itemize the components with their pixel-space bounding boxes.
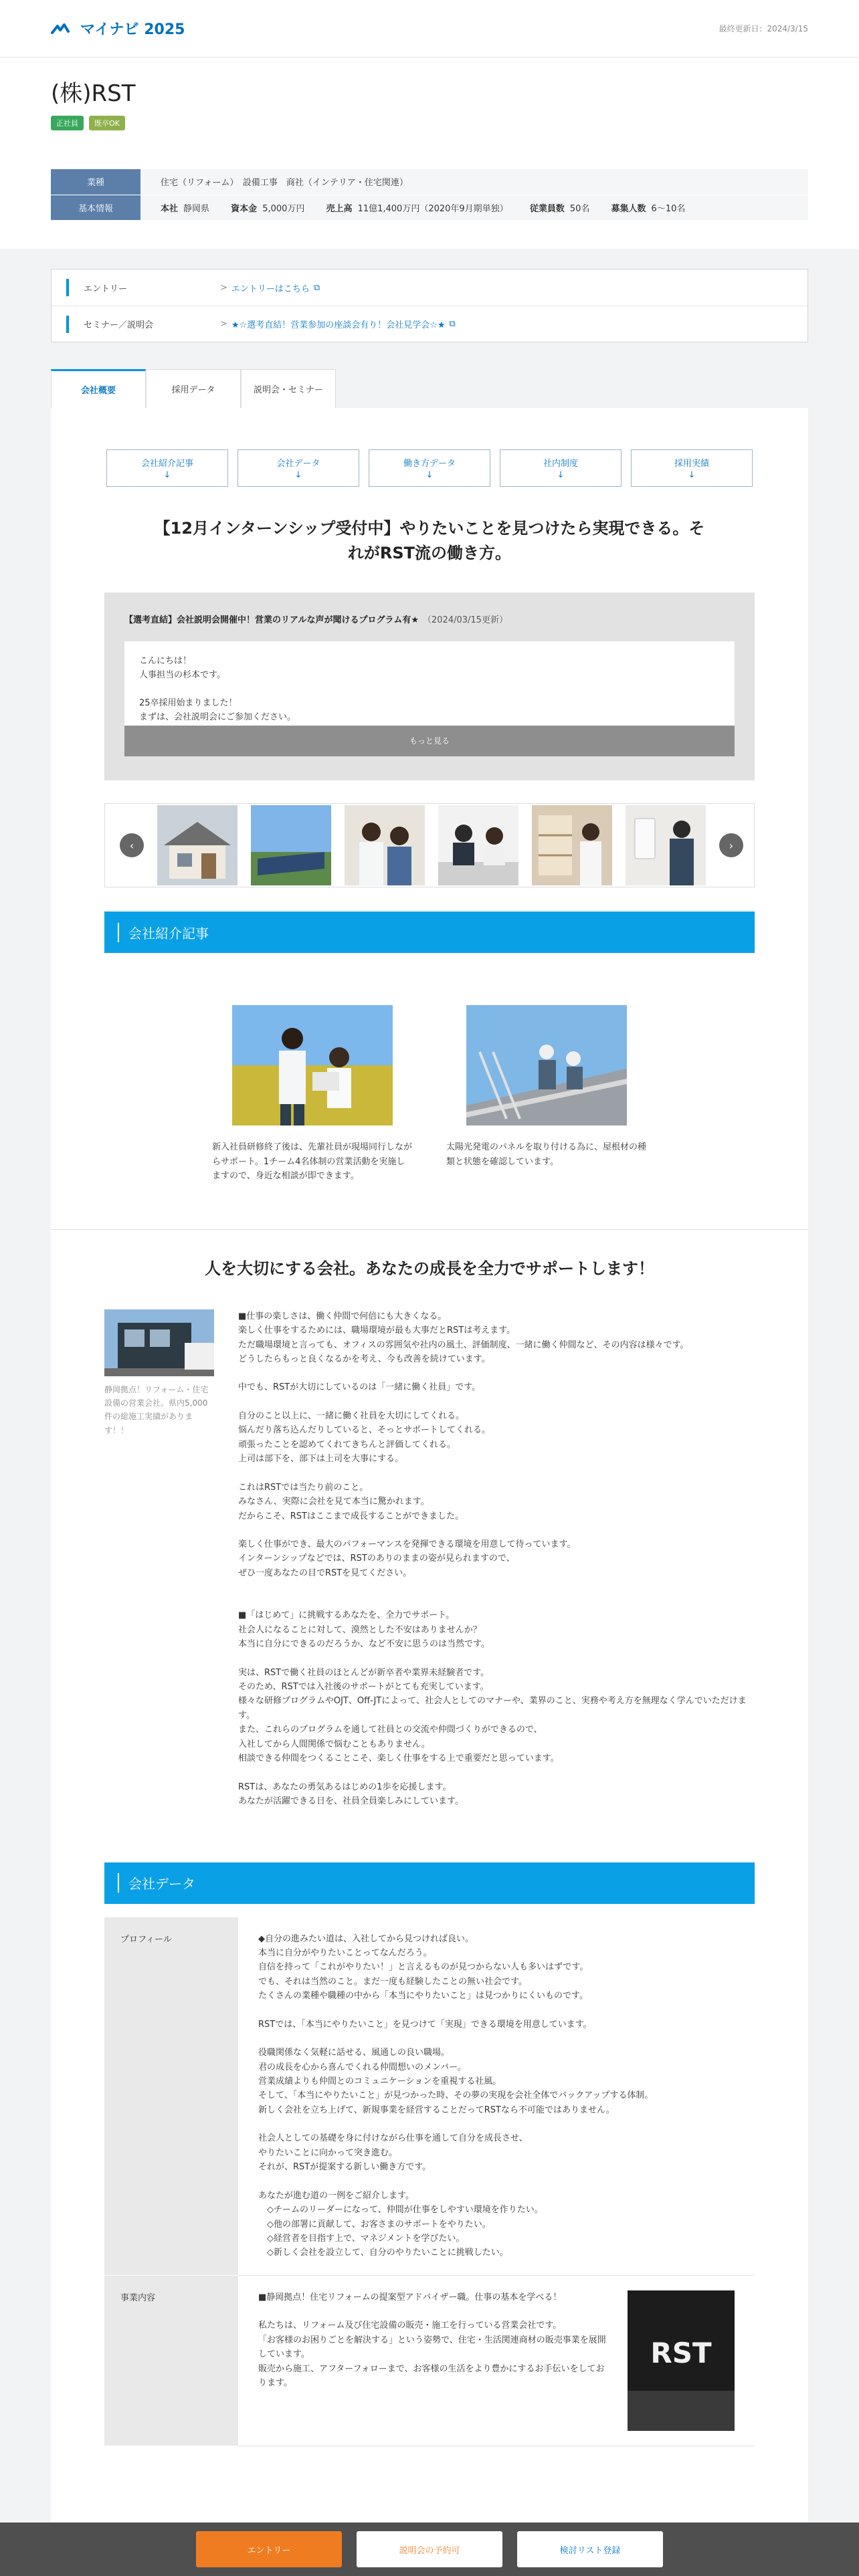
add-to-list-button[interactable]: 検討リスト登録 bbox=[517, 2531, 663, 2567]
intro-block bbox=[104, 1309, 755, 1809]
main-panel bbox=[51, 408, 808, 2576]
text-line: 新しく会社を立ち上げて、新規事業を経営することだってRSTなら不可能ではありません。 bbox=[258, 2105, 615, 2115]
text-line: RSTは、あなたの勇気あるはじめの1歩を応援します。 bbox=[238, 1782, 452, 1792]
company-tags bbox=[51, 116, 808, 130]
anchor-label: 採用実績 bbox=[674, 459, 709, 469]
text-line: それが、RSTが提案する新しい働き方です。 bbox=[258, 2162, 432, 2173]
text-line: そのため、RSTでは入社後のサポートがとても充実しています。 bbox=[238, 1682, 489, 1692]
gallery-thumbs bbox=[157, 805, 706, 885]
text-line bbox=[238, 1366, 755, 1380]
entry-label: エントリー bbox=[66, 279, 220, 296]
text-line bbox=[258, 2175, 735, 2189]
text-line: 入社してから人間関係で悩むこともありません。 bbox=[238, 1739, 430, 1749]
text-line: たくさんの業種や職種の中から「本当にやりたいこと」は見つかりにくいものです。 bbox=[258, 1991, 588, 2002]
text-line: また、これらのプログラムを通して社員との交流や仲間づくりができるので、 bbox=[238, 1725, 543, 1735]
gallery-thumb[interactable] bbox=[626, 805, 706, 885]
intro-text bbox=[238, 1309, 755, 1809]
notice-line: 25卒採用始まりました！ bbox=[139, 698, 237, 709]
tab-seminar[interactable]: 説明会・セミナー bbox=[241, 369, 336, 408]
text-line bbox=[258, 2117, 735, 2131]
business-text bbox=[258, 2290, 613, 2431]
chevron-right-icon: > bbox=[220, 282, 227, 293]
text-line bbox=[238, 1523, 755, 1537]
company-head bbox=[0, 58, 859, 249]
text-line: これはRSTでは当たり前のこと。 bbox=[238, 1482, 369, 1493]
text-line: 上司は部下を、部下は上司を大事にする。 bbox=[238, 1454, 404, 1465]
arrow-down-icon: ↓ bbox=[557, 470, 565, 480]
employees-label: 従業員数 bbox=[529, 203, 565, 214]
industry-value: 住宅（リフォーム） 設備工事 商社（インテリア・住宅関連） bbox=[140, 169, 808, 195]
text-line: ◇経営者を目指す上で、マネジメントを学びたい。 bbox=[258, 2233, 465, 2244]
industry-label: 業種 bbox=[51, 169, 140, 195]
text-line: 本当に自分にできるのだろうか、など不安に思うのは当然です。 bbox=[238, 1639, 490, 1650]
hq-value: 静岡県 bbox=[183, 203, 210, 214]
text-line: 相談できる仲間をつくることこそ、楽しく仕事をする上で重要だと思っています。 bbox=[238, 1753, 559, 1764]
notice-line: 人事担当の杉本です。 bbox=[139, 670, 225, 681]
profile-text bbox=[238, 1917, 755, 2276]
company-data-table bbox=[104, 1917, 755, 2446]
site-logo[interactable] bbox=[51, 18, 185, 39]
tag-employment-type: 正社員 bbox=[51, 116, 84, 130]
capital-value: 5,000万円 bbox=[262, 203, 305, 214]
text-line: ◆自分の進みたい道は、入社してから見つければ良い。 bbox=[258, 1933, 474, 1944]
text-line: ■仕事の楽しさは、働く仲間で何倍にも大きくなる。 bbox=[238, 1311, 447, 1321]
last-updated: 最終更新日：2024/3/15 bbox=[719, 24, 808, 33]
employees-value: 50名 bbox=[569, 203, 590, 214]
office-caption: 静岡拠点！リフォーム・住宅設備の営業会社。県内5,000件の総施工実績があります！！ bbox=[104, 1384, 209, 1435]
text-line: ただ職場環境と言っても、オフィスの雰囲気や社内の風土、評価制度、一緒に働く仲間など、その内容は様々です。 bbox=[238, 1339, 689, 1350]
gallery-thumb[interactable] bbox=[251, 805, 331, 885]
text-line: 頑張ったことを認めてくれてきちんと評価してくれる。 bbox=[238, 1439, 456, 1450]
anchor-article[interactable] bbox=[106, 449, 228, 487]
section-header-article bbox=[104, 911, 755, 953]
text-line: 社会人としての基礎を身に付けながら仕事を通して自分を成長させ、 bbox=[258, 2133, 528, 2144]
anchor-workstyle[interactable] bbox=[369, 449, 490, 487]
text-line: 販売から施工、アフターフォローまで、お客様の生活をより豊かにするお手伝いをしております。 bbox=[258, 2363, 605, 2388]
divider bbox=[51, 1229, 808, 1230]
anchor-hiring-record[interactable] bbox=[631, 449, 753, 487]
text-line bbox=[238, 1395, 755, 1409]
intro-heading: 人を大切にする会社。あなたの成長を全力でサポートします！ bbox=[205, 1259, 654, 1278]
article-photo bbox=[232, 1005, 393, 1125]
seminar-link[interactable] bbox=[220, 318, 456, 330]
anchor-label: 働き方データ bbox=[403, 459, 456, 469]
seminar-label: セミナー／説明会 bbox=[66, 316, 220, 333]
text-line bbox=[258, 2004, 735, 2018]
intro-side bbox=[104, 1309, 214, 1809]
text-line bbox=[258, 2032, 735, 2046]
site-header bbox=[0, 0, 859, 58]
anchor-label: 会社紹介記事 bbox=[140, 459, 193, 469]
mynavi-logo-icon bbox=[51, 22, 75, 35]
photo-gallery bbox=[104, 803, 755, 887]
business-cell bbox=[238, 2275, 755, 2446]
text-line: RSTでは、「本当にやりたいこと」を見つけて「実現」できる環境を用意しています。 bbox=[258, 2019, 592, 2030]
gallery-thumb[interactable] bbox=[438, 805, 518, 885]
text-line: ◇新しく会社を設立して、自分のやりたいことに挑戦したい。 bbox=[258, 2248, 508, 2258]
text-line: ■静岡拠点！住宅リフォームの提案型アドバイザー職。仕事の基本を学べる！ bbox=[258, 2292, 562, 2302]
notice-line: こんにちは！ bbox=[139, 656, 192, 667]
company-info-table bbox=[51, 169, 808, 221]
recruit-label: 募集人数 bbox=[611, 203, 646, 214]
notice-body bbox=[124, 641, 735, 756]
business-label: 事業内容 bbox=[104, 2275, 238, 2446]
seminar-row bbox=[52, 306, 807, 342]
text-line: だからこそ、RSTはここまで成長することができました。 bbox=[238, 1511, 464, 1521]
entry-box bbox=[51, 269, 808, 342]
entry-button[interactable]: エントリー bbox=[196, 2531, 342, 2567]
text-line: 実は、RSTで働く社員のほとんどが新卒者や業界未経験者です。 bbox=[238, 1667, 490, 1678]
tab-bar bbox=[51, 369, 808, 408]
show-more-button[interactable]: もっと見る bbox=[124, 726, 735, 756]
external-link-icon: ⧉ bbox=[313, 282, 320, 293]
text-line: インターンシップなどでは、RSTのありのままの姿が見られますので、 bbox=[238, 1553, 515, 1564]
section-header-company-data bbox=[104, 1862, 755, 1904]
article-list bbox=[51, 1005, 808, 1183]
text-line: あなたが活躍できる日を、社員全員楽しみにしています。 bbox=[238, 1796, 464, 1807]
section-title: 会社データ bbox=[118, 1873, 195, 1893]
external-link-icon: ⧉ bbox=[449, 319, 456, 329]
article-caption: 新入社員研修終了後は、先輩社員が現場同行しながらサポート。1チーム4名体制の営業活動を実施しますので、身近な相談が即できます。 bbox=[212, 1142, 413, 1182]
text-line bbox=[238, 1580, 755, 1594]
tag-graduates-ok: 既卒OK bbox=[89, 116, 125, 130]
text-line: ■「はじめて」に挑戦するあなたを、全力でサポート。 bbox=[238, 1610, 455, 1621]
gallery-prev-button[interactable]: ‹ bbox=[120, 833, 144, 857]
article-caption: 太陽光発電のパネルを取り付ける為に、屋根材の種類と状態を確認しています。 bbox=[446, 1142, 647, 1167]
text-line: みなさん、実際に会社を見て本当に驚かれます。 bbox=[238, 1497, 430, 1507]
article-card[interactable] bbox=[446, 1005, 647, 1183]
text-line bbox=[238, 1467, 755, 1481]
text-line: でも、それは当然のこと。まだ一度も経験したことの無い社会です。 bbox=[258, 1976, 527, 1987]
text-line: ぜひ一度あなたの目でRSTを見てください。 bbox=[238, 1568, 412, 1578]
entry-row bbox=[52, 270, 807, 306]
arrow-down-icon: ↓ bbox=[688, 470, 696, 480]
gallery-thumb[interactable] bbox=[345, 805, 425, 885]
arrow-down-icon: ↓ bbox=[294, 470, 302, 480]
tab-company-overview[interactable]: 会社概要 bbox=[51, 369, 146, 408]
notice-date: （2024/03/15更新） bbox=[423, 615, 508, 626]
text-line: 自信を持って「これがやりたい！」と言えるものが見つからない人も多いはずです。 bbox=[258, 1962, 589, 1973]
text-line: ◇チームのリーダーになって、仲間が仕事をしやすい環境を作りたい。 bbox=[258, 2205, 543, 2216]
text-line: 営業成績よりも仲間とのコミュニケーションを重視する社風。 bbox=[258, 2076, 502, 2086]
profile-label: プロフィール bbox=[104, 1917, 238, 2276]
text-line: そして、「本当にやりたいこと」が見つかった時、その夢の実現を会社全体でバックアップする体制。 bbox=[258, 2090, 654, 2101]
text-line bbox=[238, 1594, 755, 1608]
text-line bbox=[238, 1766, 755, 1780]
bottom-action-bar bbox=[0, 2523, 859, 2576]
profile-row bbox=[104, 1917, 755, 2276]
sales-label: 売上高 bbox=[326, 203, 353, 214]
text-line: やりたいことに向かって突き進む。 bbox=[258, 2147, 398, 2158]
gallery-thumb[interactable] bbox=[157, 805, 237, 885]
text-line: 役職関係なく気軽に話せる、風通しの良い職場。 bbox=[258, 2048, 450, 2058]
rst-sign-text: RST bbox=[650, 2336, 712, 2369]
anchor-system[interactable] bbox=[500, 449, 622, 487]
text-line: 本当に自分がやりたいことってなんだろう。 bbox=[258, 1947, 432, 1958]
text-line: 社会人になることに対して、漠然とした不安はありませんか？ bbox=[238, 1624, 482, 1635]
chevron-right-icon: > bbox=[220, 319, 227, 329]
text-line bbox=[258, 2304, 613, 2319]
recruit-value: 6～10名 bbox=[651, 203, 686, 214]
gallery-thumb[interactable] bbox=[532, 805, 612, 885]
notice-line bbox=[139, 683, 720, 697]
text-line: 私たちは、リフォーム及び住宅設備の販売・施工を行っている営業会社です。 bbox=[258, 2321, 562, 2331]
logo-text: マイナビ 2025 bbox=[80, 21, 185, 38]
text-line: どうしたらもっと良くなるかを考え、今も改善を続けています。 bbox=[238, 1354, 490, 1364]
business-row bbox=[104, 2275, 755, 2446]
arrow-down-icon: ↓ bbox=[425, 470, 434, 480]
text-line: あなたが進む道の一例をご紹介します。 bbox=[258, 2190, 414, 2201]
text-line: 君の成長を心から喜んでくれる仲間想いのメンバー。 bbox=[258, 2062, 466, 2072]
article-photo bbox=[466, 1005, 627, 1125]
notice-title-text: 【選考直結】会社説明会開催中！営業のリアルな声が聞けるプログラム有★ bbox=[124, 615, 419, 626]
hq-label: 本社 bbox=[161, 203, 179, 214]
anchor-company-data[interactable] bbox=[237, 449, 359, 487]
basic-info-value bbox=[140, 195, 808, 220]
office-photo bbox=[104, 1309, 214, 1376]
company-name: (株)RST bbox=[51, 80, 136, 107]
text-line: ◇他の部署に貢献して、お客さまのサポートをやりたい。 bbox=[258, 2219, 491, 2230]
notice-title bbox=[124, 613, 735, 625]
seminar-link-text: ★☆選考直結！営業参加の座談会有り！会社見学会☆★ bbox=[231, 320, 446, 330]
text-line bbox=[238, 1652, 755, 1666]
text-line: 自分のこと以上に、一緒に働く社員を大切にしてくれる。 bbox=[238, 1410, 465, 1421]
text-line: 中でも、RSTが大切にしているのは「一緒に働く社員」です。 bbox=[238, 1382, 481, 1393]
entry-link-text: エントリーはこちら bbox=[231, 284, 310, 294]
text-line: 楽しく仕事ができ、最大のパフォーマンスを発揮できる環境を用意して待っています。 bbox=[238, 1539, 576, 1549]
text-line: 楽しく仕事をするためには、職場環境が最も大事だとRSTは考えます。 bbox=[238, 1325, 516, 1336]
article-card[interactable] bbox=[212, 1005, 413, 1183]
anchor-label: 会社データ bbox=[276, 459, 320, 469]
text-line: 悩んだり落ち込んだりしていると、そっとサポートしてくれる。 bbox=[238, 1425, 491, 1436]
lead-heading: 【12月インターンシップ受付中】やりたいことを見つけたら実現できる。それがRST流の働き方。 bbox=[154, 519, 705, 563]
tab-recruit-data[interactable]: 採用データ bbox=[146, 369, 241, 408]
sales-value: 11億1,400万円（2020年9月期単独） bbox=[357, 203, 508, 214]
text-line: 「お客様のお困りごとを解決する」という姿勢で、住宅・生活関連商材の販売事業を展開しています。 bbox=[258, 2335, 606, 2360]
anchor-nav bbox=[51, 449, 808, 487]
notice-line: まずは、会社説明会にご参加ください。 bbox=[139, 712, 296, 723]
section-title: 会社紹介記事 bbox=[118, 923, 209, 942]
text-line: 様々な研修プログラムやOJT、Off-JTによって、社会人としてのマナーや、業界のこと、実務や考え方を無理なく学んでいただけます。 bbox=[238, 1696, 747, 1721]
anchor-label: 社内制度 bbox=[543, 459, 578, 469]
seminar-reserve-button[interactable]: 説明会の予約可 bbox=[357, 2531, 502, 2567]
basic-info-label: 基本情報 bbox=[51, 195, 140, 220]
gallery-next-button[interactable]: › bbox=[719, 833, 743, 857]
rst-sign-photo bbox=[628, 2290, 735, 2431]
seminar-notice bbox=[104, 593, 755, 780]
entry-link[interactable] bbox=[220, 282, 320, 294]
capital-label: 資本金 bbox=[231, 203, 258, 214]
arrow-down-icon: ↓ bbox=[163, 470, 171, 480]
